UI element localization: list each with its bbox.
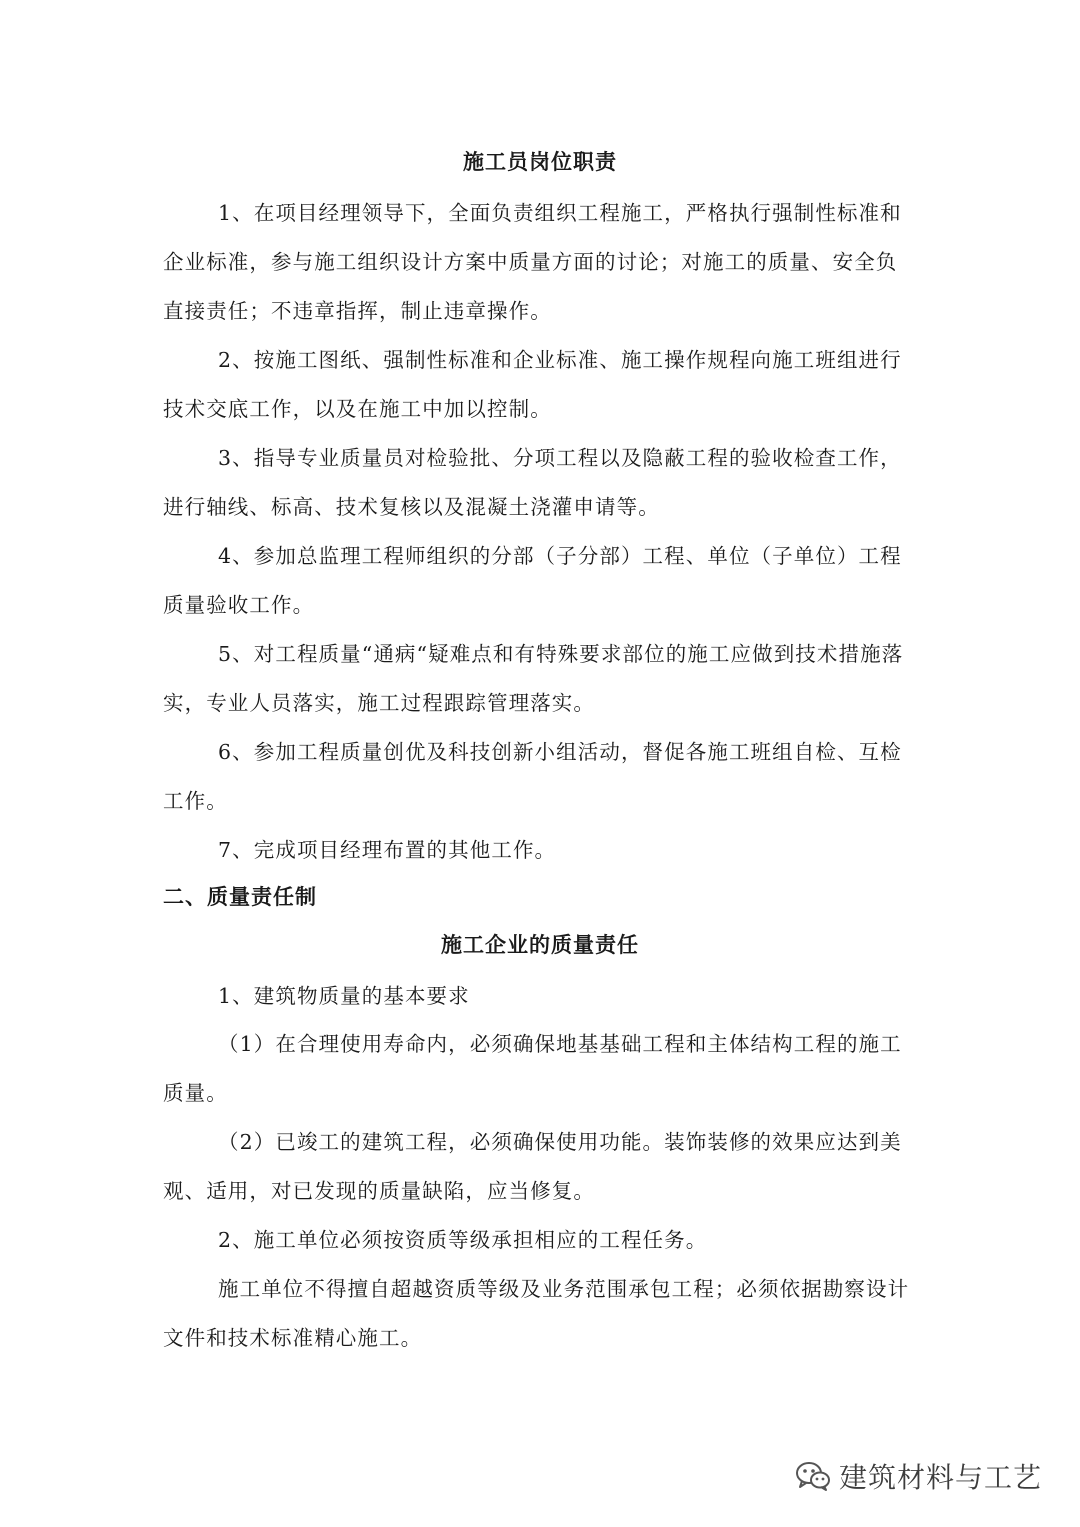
requirement-item-2-detail: 施工单位不得擅自超越资质等级及业务范围承包工程；必须依据勘察设计文件和技术标准精心施工。 — [163, 1277, 910, 1350]
wechat-icon — [795, 1460, 831, 1492]
duty-item-4: 4、参加总监理工程师组织的分部（子分部）工程、单位（子单位）工程质量验收工作。 — [163, 544, 902, 617]
requirement-sub-2: （2）已竣工的建筑工程，必须确保使用功能。装饰装修的效果应达到美观、适用，对已发现的质量缺陷，应当修复。 — [163, 1130, 902, 1203]
heading-construction-worker-duties: 施工员岗位职责 — [463, 149, 617, 174]
duty-item-1: 1、在项目经理领导下，全面负责组织工程施工，严格执行强制性标准和企业标准，参与施工组织设计方案中质量方面的讨论；对施工的质量、安全负直接责任；不违章指挥，制止违章操作。 — [163, 201, 902, 323]
duty-item-2: 2、按施工图纸、强制性标准和企业标准、施工操作规程向施工班组进行技术交底工作，以及在施工中加以控制。 — [163, 348, 902, 421]
heading-enterprise-quality-responsibility: 施工企业的质量责任 — [441, 932, 639, 957]
watermark-text: 建筑材料与工艺 — [838, 1461, 1042, 1494]
duty-item-6: 6、参加工程质量创优及科技创新小组活动，督促各施工班组自检、互检工作。 — [163, 740, 902, 813]
watermark — [795, 1456, 1042, 1496]
requirement-sub-1: （1）在合理使用寿命内，必须确保地基基础工程和主体结构工程的施工质量。 — [163, 1032, 902, 1105]
duty-item-3: 3、指导专业质量员对检验批、分项工程以及隐蔽工程的验收检查工作，进行轴线、标高、技术复核以及混凝土浇灌申请等。 — [163, 446, 902, 519]
duty-item-5: 5、对工程质量“通病“疑难点和有特殊要求部位的施工应做到技术措施落实，专业人员落实，施工过程跟踪管理落实。 — [163, 642, 904, 715]
requirement-item-1: 1、建筑物质量的基本要求 — [218, 984, 470, 1008]
requirement-item-2: 2、施工单位必须按资质等级承担相应的工程任务。 — [218, 1228, 708, 1252]
section-title-quality-responsibility: 二、质量责任制 — [163, 884, 317, 909]
duty-item-7: 7、完成项目经理布置的其他工作。 — [218, 838, 557, 862]
